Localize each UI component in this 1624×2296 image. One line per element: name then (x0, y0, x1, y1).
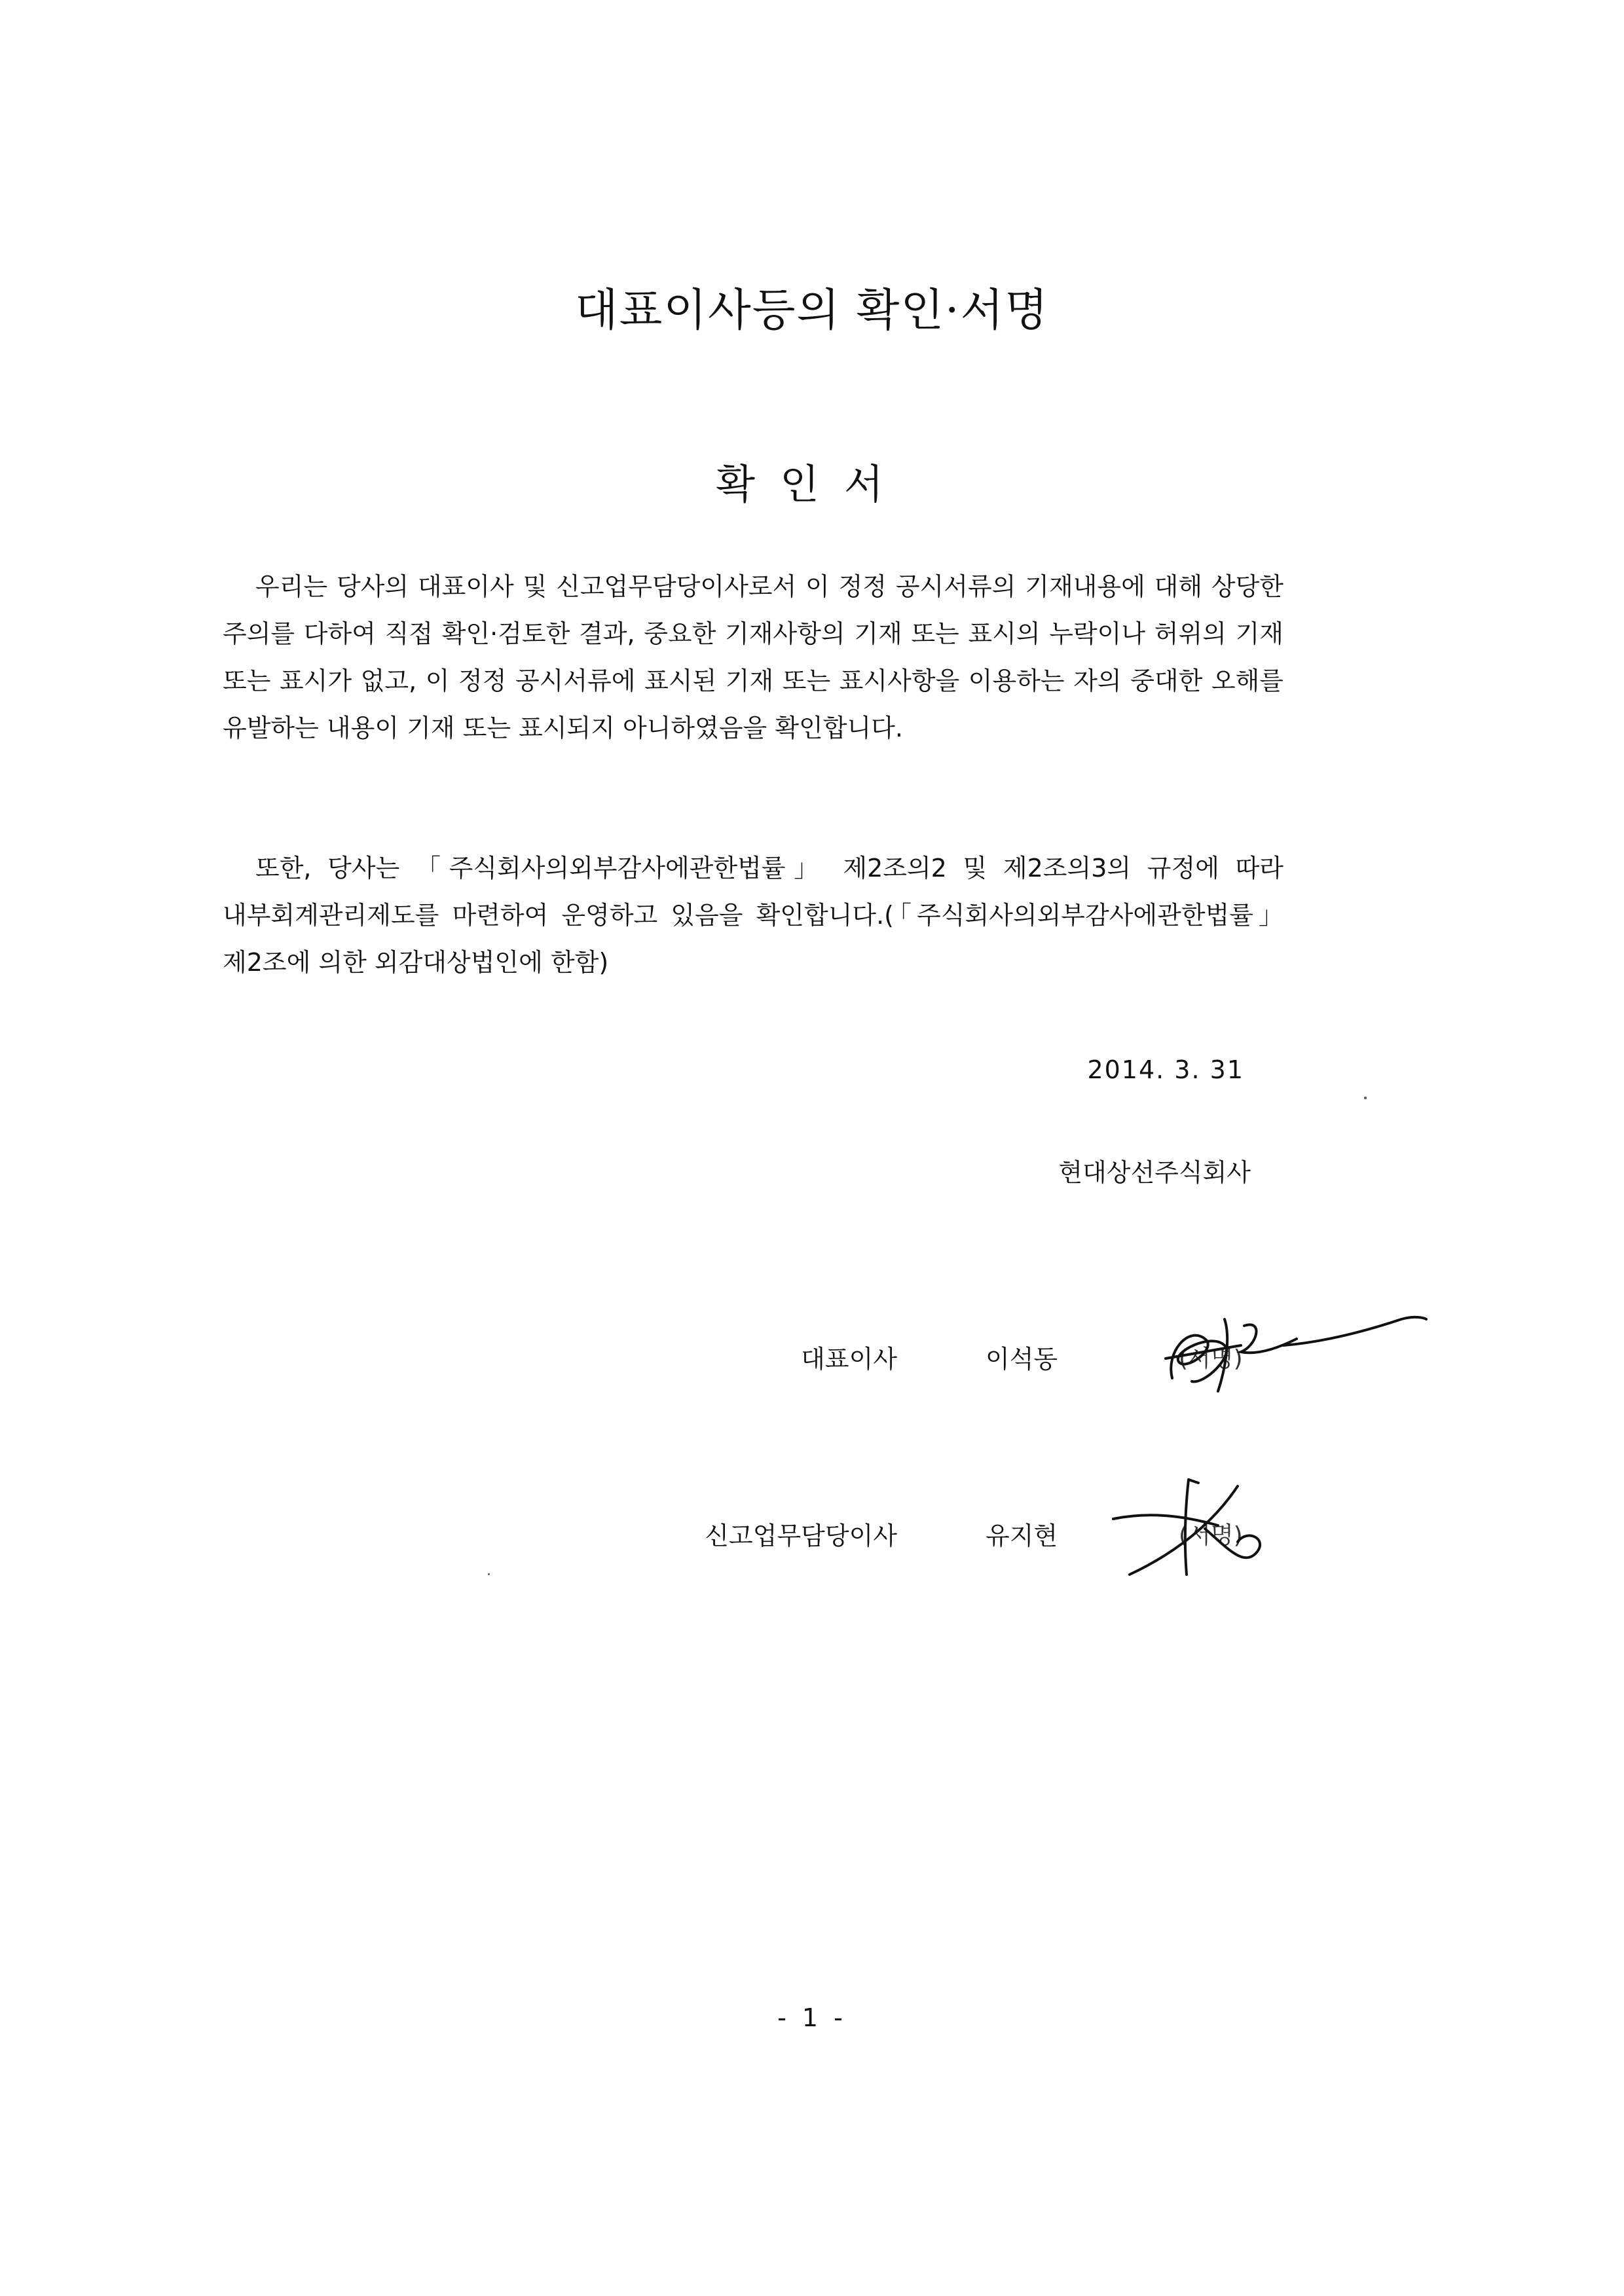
confirmation-paragraph: 우리는 당사의 대표이사 및 신고업무담당이사로서 이 정정 공시서류의 기재내용에 대해 상당한 주의를 다하여 직접 확인·검토한 결과, 중요한 기재사항의 기재 또는 표시의 누락이나 허위의 기재 또는 표시가 없고, 이 정정 공시서류에 표시된 기재 또는 표시사항을 이용하는 자의 중대한 오해를 유발하는 내용이 기재 또는 표시되지 아니하였음을 확인합니다. (223, 572, 1283, 742)
document-title: 대표이사등의 확인·서명 (574, 285, 1050, 337)
signer-name: 이석동 (986, 1345, 1058, 1374)
scan-speck (488, 1573, 490, 1575)
seal-label: (서명) (1179, 1345, 1243, 1372)
signer-title: 신고업무담당이사 (705, 1522, 897, 1550)
internal-control-paragraph: 또한, 당사는 「주식회사의외부감사에관한법률」 제2조의2 및 제2조의3의 규정에 따라 내부회계관리제도를 마련하여 운영하고 있음을 확인합니다.(「주식회사의외부감사에관한법률」 제2조에 의한 외감대상법인에 한함) (223, 854, 1283, 977)
signer-name: 유지현 (986, 1522, 1058, 1550)
company-name: 현대상선주식회사 (1058, 1158, 1251, 1187)
seal-label: (서명) (1179, 1522, 1243, 1549)
ceo-signature (1126, 1300, 1428, 1404)
signer-row-cfo (0, 1476, 1624, 1581)
signer-title: 대표이사 (801, 1345, 897, 1374)
scan-speck (1364, 1097, 1367, 1099)
document-subtitle: 확인서 (716, 460, 908, 508)
signer-row-ceo (0, 1300, 1624, 1404)
cfo-signature (1107, 1476, 1277, 1581)
page-number: - 1 - (777, 2003, 847, 2032)
document-date: 2014. 3. 31 (1087, 1055, 1244, 1084)
